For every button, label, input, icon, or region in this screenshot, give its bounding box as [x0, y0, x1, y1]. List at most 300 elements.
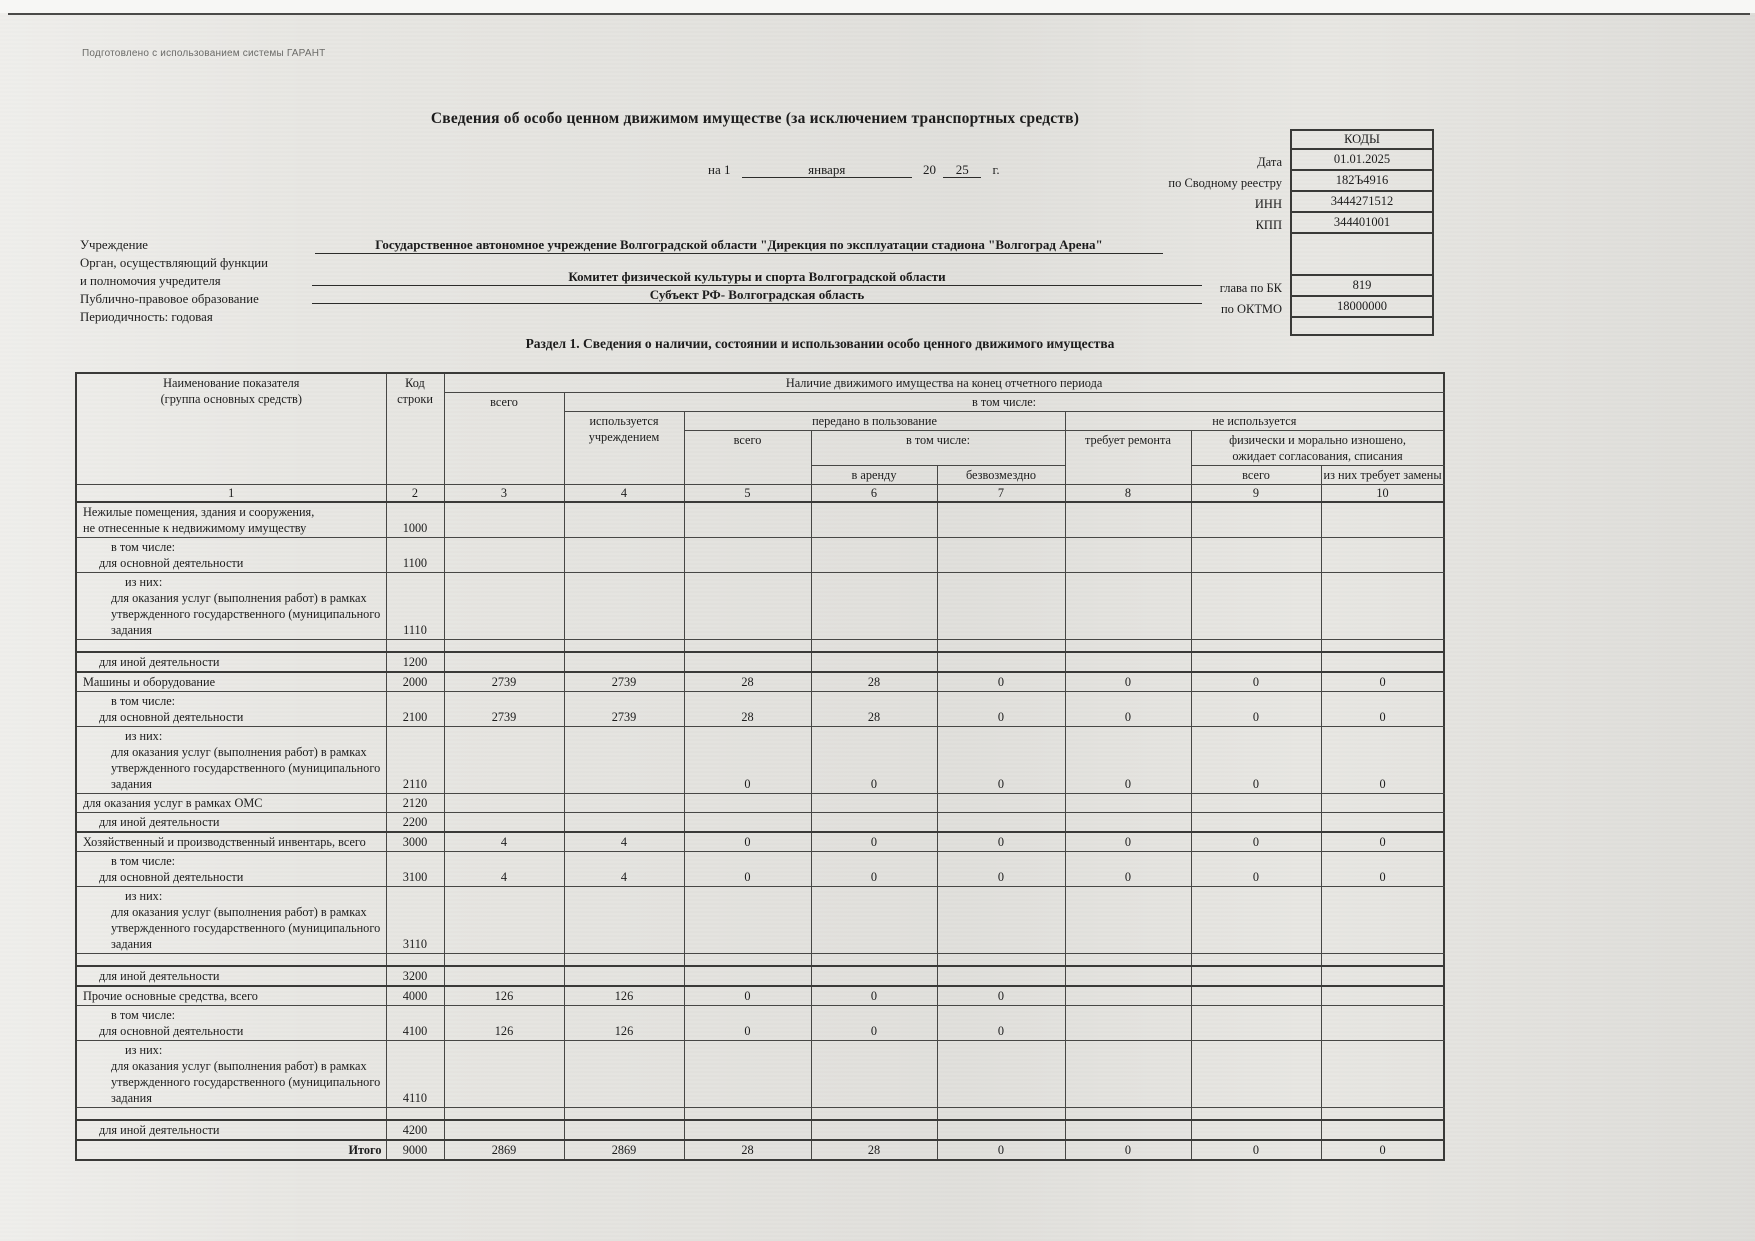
cell-value [1191, 1006, 1321, 1041]
date-month-underline: января [742, 162, 912, 178]
cell-value [937, 966, 1065, 986]
cell-value: 0 [1321, 692, 1444, 727]
row-code: 1110 [386, 573, 444, 640]
cell-value [684, 652, 811, 672]
cell-value: 28 [811, 692, 937, 727]
cell-value [1191, 986, 1321, 1006]
codes-row-label: Дата [1257, 155, 1282, 169]
section1-table [75, 372, 1445, 1161]
cell-value [811, 1120, 937, 1140]
cell-value [1191, 1041, 1321, 1108]
cell-value: 28 [684, 672, 811, 692]
row-label: в том числе: для основной деятельности [76, 1006, 386, 1041]
cell-value: 2869 [564, 1140, 684, 1160]
cell-value [937, 538, 1065, 573]
cell-value [444, 538, 564, 573]
row-label: в том числе: для основной деятельности [76, 538, 386, 573]
header-total: всего [444, 393, 564, 485]
row-label: для оказания услуг в рамках ОМС [76, 794, 386, 813]
cell-value: 0 [937, 1006, 1065, 1041]
cell-value: 0 [811, 852, 937, 887]
cell-value [811, 813, 937, 833]
codes-row-label: по ОКТМО [1220, 302, 1282, 316]
cell-value [1191, 887, 1321, 954]
cell-value [1191, 502, 1321, 538]
column-number: 8 [1065, 485, 1191, 503]
cell-value: 0 [684, 727, 811, 794]
cell-value [1321, 1108, 1444, 1121]
column-number: 6 [811, 485, 937, 503]
date-century: 20 [922, 162, 936, 177]
cell-value [1321, 954, 1444, 967]
codes-row-value: КОДЫ [1290, 129, 1434, 150]
cell-value [937, 1108, 1065, 1121]
cell-value: 0 [684, 986, 811, 1006]
cell-value [1065, 887, 1191, 954]
table-row [76, 966, 1444, 986]
founder-value: Комитет физической культуры и спорта Волгоградской области [312, 268, 1202, 286]
table-row [76, 986, 1444, 1006]
cell-value [1321, 573, 1444, 640]
cell-value [444, 954, 564, 967]
table-row [76, 1006, 1444, 1041]
codes-row-label: глава по БК [1219, 281, 1282, 295]
codes-row-value: 819 [1290, 274, 1434, 297]
row-label [76, 1108, 386, 1121]
header-needs-replacement: из них требует замены [1321, 466, 1444, 485]
cell-value: 0 [811, 986, 937, 1006]
cell-value [1321, 1120, 1444, 1140]
cell-value [1321, 652, 1444, 672]
cell-value: 126 [564, 1006, 684, 1041]
cell-value [444, 727, 564, 794]
cell-value: 4 [444, 832, 564, 852]
cell-value [444, 573, 564, 640]
cell-value [937, 794, 1065, 813]
cell-value [444, 640, 564, 653]
cell-value [937, 573, 1065, 640]
cell-value [1065, 1041, 1191, 1108]
row-code [386, 954, 444, 967]
row-label: в том числе: для основной деятельности [76, 852, 386, 887]
cell-value [1321, 538, 1444, 573]
codes-row [1000, 318, 1434, 336]
row-label: из них: для оказания услуг (выполнения работ) в рамках утвержденного государственного (муниципального задания [76, 573, 386, 640]
cell-value [564, 538, 684, 573]
cell-value [937, 887, 1065, 954]
cell-value [937, 954, 1065, 967]
header-including-2: в том числе: [811, 431, 1065, 466]
cell-value [1321, 1041, 1444, 1108]
table-row [76, 692, 1444, 727]
cell-value [684, 813, 811, 833]
table-row [76, 502, 1444, 538]
cell-value [1191, 813, 1321, 833]
cell-value: 4 [444, 852, 564, 887]
date-year-underline: 25 [943, 162, 981, 178]
column-number: 7 [937, 485, 1065, 503]
cell-value [937, 813, 1065, 833]
founder-label-line2: и полномочия учредителя [80, 274, 221, 288]
cell-value [1065, 1120, 1191, 1140]
cell-value: 0 [937, 692, 1065, 727]
cell-value: 2739 [564, 672, 684, 692]
cell-value: 0 [811, 1006, 937, 1041]
cell-value [811, 1108, 937, 1121]
table-spacer-row [76, 1108, 1444, 1121]
row-label [76, 640, 386, 653]
cell-value [1321, 813, 1444, 833]
cell-value: 0 [1321, 852, 1444, 887]
table-row [76, 1041, 1444, 1108]
cell-value [1065, 1006, 1191, 1041]
row-code: 2200 [386, 813, 444, 833]
cell-value [1191, 652, 1321, 672]
public-entity-value: Субъект РФ- Волгоградская область [312, 286, 1202, 304]
periodicity-label: Периодичность: годовая [80, 310, 213, 324]
row-code: 2100 [386, 692, 444, 727]
public-entity-label: Публично-правовое образование [80, 292, 259, 306]
header-used-by-institution: используется учреждением [564, 412, 684, 485]
cell-value [1065, 573, 1191, 640]
cell-value [564, 640, 684, 653]
cell-value: 0 [937, 1140, 1065, 1160]
table-row [76, 813, 1444, 833]
cell-value [811, 887, 937, 954]
cell-value [1191, 538, 1321, 573]
cell-value [684, 954, 811, 967]
cell-value [1191, 640, 1321, 653]
row-label [76, 954, 386, 967]
report-date-line [708, 162, 1000, 178]
cell-value [444, 502, 564, 538]
cell-value: 28 [684, 692, 811, 727]
cell-value: 0 [684, 832, 811, 852]
codes-row-label [1000, 148, 1290, 150]
cell-value [684, 538, 811, 573]
cell-value: 0 [1191, 727, 1321, 794]
table-row [76, 652, 1444, 672]
row-code: 4110 [386, 1041, 444, 1108]
cell-value [684, 502, 811, 538]
cell-value [564, 1108, 684, 1121]
cell-value [1321, 966, 1444, 986]
cell-value [1321, 1006, 1444, 1041]
cell-value [811, 640, 937, 653]
header-not-used-total: всего [1191, 466, 1321, 485]
cell-value: 126 [564, 986, 684, 1006]
codes-row-value [1290, 316, 1434, 336]
cell-value: 0 [1065, 727, 1191, 794]
cell-value [811, 538, 937, 573]
cell-value: 0 [1065, 672, 1191, 692]
cell-value [444, 887, 564, 954]
codes-row-label: КПП [1255, 218, 1282, 232]
cell-value: 0 [1191, 692, 1321, 727]
header-worn-out: физически и морально изношено, ожидает согласования, списания [1191, 431, 1444, 466]
codes-block [1000, 131, 1434, 336]
cell-value [1065, 966, 1191, 986]
table-row [76, 672, 1444, 692]
cell-value: 0 [937, 727, 1065, 794]
table-row [76, 887, 1444, 954]
cell-value [1065, 502, 1191, 538]
column-number: 3 [444, 485, 564, 503]
cell-value [444, 813, 564, 833]
document-title: Сведения об особо ценном движимом имуществе (за исключением транспортных средств) [430, 110, 1080, 127]
codes-row-value: 344401001 [1290, 211, 1434, 234]
row-code: 9000 [386, 1140, 444, 1160]
section1-table-wrap [75, 372, 1445, 1161]
cell-value [1065, 640, 1191, 653]
header-including-1: в том числе: [564, 393, 1444, 412]
cell-value [937, 1041, 1065, 1108]
table-spacer-row [76, 640, 1444, 653]
cell-value [564, 813, 684, 833]
column-number: 10 [1321, 485, 1444, 503]
cell-value: 0 [1191, 852, 1321, 887]
cell-value: 0 [1191, 832, 1321, 852]
cell-value: 0 [1321, 1140, 1444, 1160]
cell-value [1321, 502, 1444, 538]
cell-value [811, 502, 937, 538]
cell-value [937, 652, 1065, 672]
cell-value [1065, 794, 1191, 813]
codes-row-value: 01.01.2025 [1290, 148, 1434, 171]
cell-value: 0 [937, 672, 1065, 692]
cell-value [1191, 954, 1321, 967]
cell-value [1191, 573, 1321, 640]
section1-table-body [76, 502, 1444, 1160]
cell-value [1065, 1108, 1191, 1121]
table-row [76, 538, 1444, 573]
cell-value [564, 966, 684, 986]
scan-top-band [0, 0, 1755, 13]
table-row [76, 727, 1444, 794]
row-label: Итого [76, 1140, 386, 1160]
cell-value [684, 573, 811, 640]
header-gratuitous: безвозмездно [937, 466, 1065, 485]
cell-value: 0 [1065, 852, 1191, 887]
header-col-name: Наименование показателя (группа основных средств) [76, 373, 386, 485]
cell-value [1321, 794, 1444, 813]
table-spacer-row [76, 954, 1444, 967]
cell-value [811, 954, 937, 967]
cell-value: 0 [1321, 832, 1444, 852]
cell-value [937, 502, 1065, 538]
cell-value [564, 502, 684, 538]
column-number: 2 [386, 485, 444, 503]
cell-value [684, 1041, 811, 1108]
cell-value [1065, 954, 1191, 967]
institution-label: Учреждение [80, 238, 148, 252]
cell-value [564, 573, 684, 640]
cell-value [684, 887, 811, 954]
row-code: 1200 [386, 652, 444, 672]
cell-value [1191, 1120, 1321, 1140]
cell-value: 28 [684, 1140, 811, 1160]
row-label: Хозяйственный и производственный инвентарь, всего [76, 832, 386, 852]
cell-value [1065, 813, 1191, 833]
row-label: Нежилые помещения, здания и сооружения, не отнесенные к недвижимому имуществу [76, 502, 386, 538]
institution-value: Государственное автономное учреждение Волгоградской области "Дирекция по эксплуатации стадиона "Волгоград Арена" [315, 236, 1163, 254]
row-code: 1000 [386, 502, 444, 538]
cell-value [444, 794, 564, 813]
codes-row-value [1290, 232, 1434, 276]
cell-value [811, 1041, 937, 1108]
cell-value [1191, 794, 1321, 813]
column-number: 4 [564, 485, 684, 503]
row-code: 2110 [386, 727, 444, 794]
codes-row [1000, 171, 1434, 192]
row-code: 4000 [386, 986, 444, 1006]
row-code [386, 1108, 444, 1121]
cell-value [811, 652, 937, 672]
cell-value: 0 [1321, 727, 1444, 794]
cell-value: 0 [1191, 1140, 1321, 1160]
table-row [76, 1120, 1444, 1140]
table-row [76, 852, 1444, 887]
cell-value [564, 652, 684, 672]
scan-top-rule [8, 13, 1750, 15]
row-label: в том числе: для основной деятельности [76, 692, 386, 727]
cell-value [1321, 986, 1444, 1006]
header-transferred-total: всего [684, 431, 811, 485]
cell-value [1321, 640, 1444, 653]
row-code: 2120 [386, 794, 444, 813]
row-label: из них: для оказания услуг (выполнения работ) в рамках утвержденного государственного (муниципального задания [76, 727, 386, 794]
cell-value: 4 [564, 832, 684, 852]
cell-value [564, 887, 684, 954]
row-code: 3200 [386, 966, 444, 986]
cell-value [444, 1108, 564, 1121]
cell-value: 4 [564, 852, 684, 887]
cell-value [1321, 887, 1444, 954]
column-number: 5 [684, 485, 811, 503]
row-code: 3100 [386, 852, 444, 887]
date-prefix: на 1 [708, 162, 731, 177]
cell-value: 2869 [444, 1140, 564, 1160]
cell-value: 0 [1065, 692, 1191, 727]
founder-label-line1: Орган, осуществляющий функции [80, 256, 269, 270]
cell-value: 0 [1191, 672, 1321, 692]
cell-value: 0 [684, 852, 811, 887]
codes-row-label: по Сводному реестру [1168, 176, 1282, 190]
header-not-used: не используется [1065, 412, 1444, 431]
cell-value [1065, 986, 1191, 1006]
header-availability: Наличие движимого имущества на конец отчетного периода [444, 373, 1444, 393]
column-number: 1 [76, 485, 386, 503]
codes-row [1000, 150, 1434, 171]
cell-value [564, 794, 684, 813]
row-label: для иной деятельности [76, 652, 386, 672]
cell-value: 126 [444, 1006, 564, 1041]
cell-value [937, 640, 1065, 653]
cell-value: 2739 [444, 672, 564, 692]
cell-value [811, 966, 937, 986]
cell-value [684, 794, 811, 813]
cell-value: 0 [811, 727, 937, 794]
cell-value [937, 1120, 1065, 1140]
cell-value: 0 [937, 986, 1065, 1006]
table-row [76, 1140, 1444, 1160]
row-label: для иной деятельности [76, 1120, 386, 1140]
cell-value [1191, 1108, 1321, 1121]
cell-value [811, 573, 937, 640]
cell-value [564, 1041, 684, 1108]
cell-value [684, 640, 811, 653]
cell-value: 0 [811, 832, 937, 852]
codes-row-value: 3444271512 [1290, 190, 1434, 213]
column-number: 9 [1191, 485, 1321, 503]
cell-value [684, 1120, 811, 1140]
cell-value [1191, 966, 1321, 986]
header-needs-repair: требует ремонта [1065, 431, 1191, 485]
cell-value: 0 [937, 832, 1065, 852]
cell-value [564, 954, 684, 967]
row-label: Машины и оборудование [76, 672, 386, 692]
cell-value [811, 794, 937, 813]
table-row [76, 794, 1444, 813]
codes-row-value: 18000000 [1290, 295, 1434, 318]
cell-value: 0 [684, 1006, 811, 1041]
cell-value [444, 1041, 564, 1108]
cell-value [444, 966, 564, 986]
cell-value: 0 [1321, 672, 1444, 692]
row-code: 1100 [386, 538, 444, 573]
cell-value: 2739 [444, 692, 564, 727]
cell-value: 28 [811, 672, 937, 692]
cell-value: 0 [1065, 832, 1191, 852]
row-label: для иной деятельности [76, 813, 386, 833]
row-code [386, 640, 444, 653]
row-label: Прочие основные средства, всего [76, 986, 386, 1006]
cell-value [684, 1108, 811, 1121]
cell-value [444, 652, 564, 672]
row-label: из них: для оказания услуг (выполнения работ) в рамках утвержденного государственного (муниципального задания [76, 887, 386, 954]
row-code: 3110 [386, 887, 444, 954]
row-label: из них: для оказания услуг (выполнения работ) в рамках утвержденного государственного (муниципального задания [76, 1041, 386, 1108]
header-transferred: передано в пользование [684, 412, 1065, 431]
row-code: 2000 [386, 672, 444, 692]
cell-value [444, 1120, 564, 1140]
cell-value: 126 [444, 986, 564, 1006]
section1-title: Раздел 1. Сведения о наличии, состоянии и использовании особо ценного движимого имущества [525, 336, 1115, 351]
row-code: 4200 [386, 1120, 444, 1140]
row-code: 4100 [386, 1006, 444, 1041]
codes-row [1000, 213, 1434, 234]
cell-value: 28 [811, 1140, 937, 1160]
codes-row-value: 182Ъ4916 [1290, 169, 1434, 192]
cell-value: 0 [1065, 1140, 1191, 1160]
cell-value [1065, 652, 1191, 672]
cell-value [1065, 538, 1191, 573]
header-col-code: Код строки [386, 373, 444, 485]
garant-note: Подготовлено с использованием системы ГАРАНТ [82, 48, 326, 59]
codes-row-label: ИНН [1254, 197, 1282, 211]
table-row [76, 832, 1444, 852]
row-label: для иной деятельности [76, 966, 386, 986]
cell-value [564, 727, 684, 794]
header-rent: в аренду [811, 466, 937, 485]
cell-value: 0 [937, 852, 1065, 887]
table-row [76, 573, 1444, 640]
row-code: 3000 [386, 832, 444, 852]
date-suffix: г. [992, 162, 1000, 177]
codes-row [1000, 192, 1434, 213]
cell-value: 2739 [564, 692, 684, 727]
cell-value [564, 1120, 684, 1140]
